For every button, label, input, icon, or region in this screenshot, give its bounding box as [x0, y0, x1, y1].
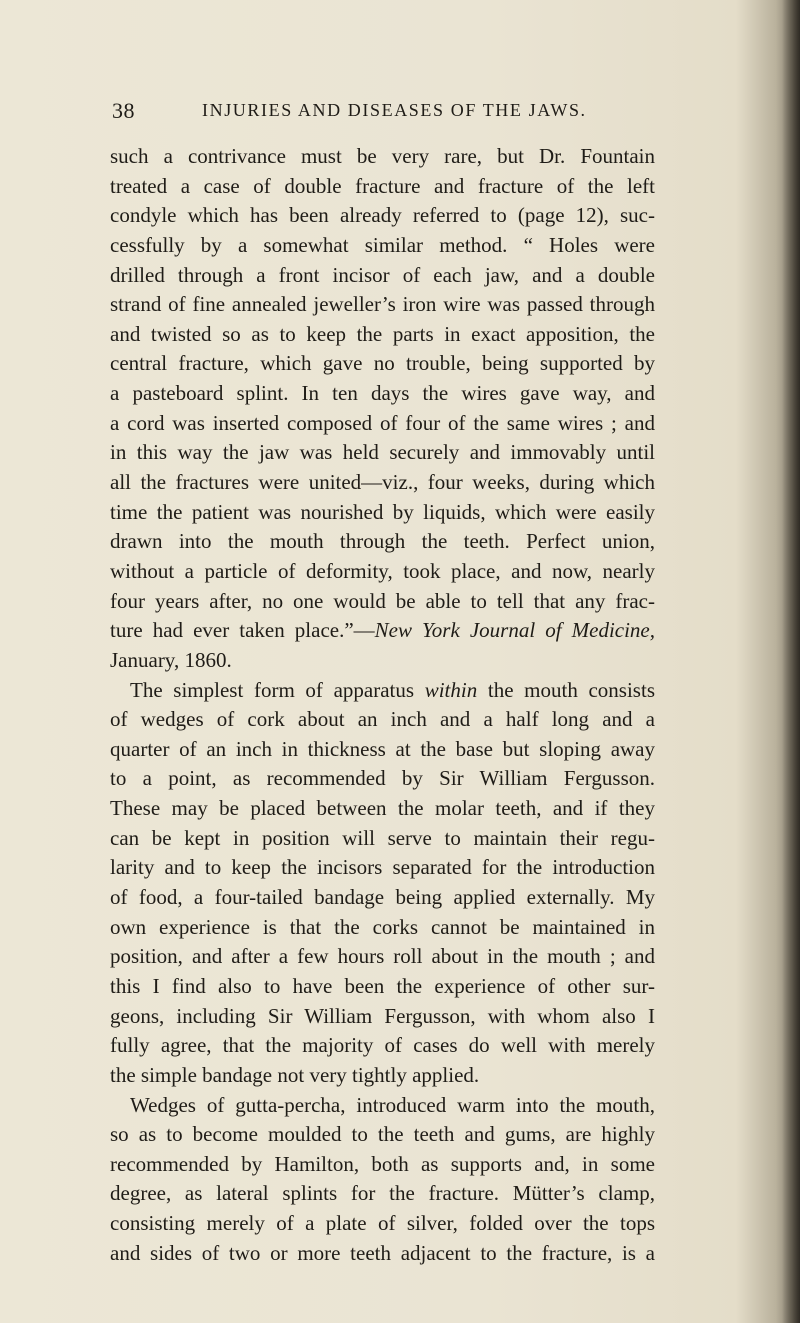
- text-line: [110, 409, 655, 439]
- text-line: [110, 824, 655, 854]
- text-line: [110, 616, 655, 646]
- text-line: [110, 676, 655, 706]
- text-line: [110, 735, 655, 765]
- text-line: [110, 231, 655, 261]
- text-segment: in this way the jaw was held securely and immovably until: [110, 440, 655, 465]
- text-segment: January, 1860.: [110, 647, 232, 672]
- text-line: [110, 587, 655, 617]
- text-line: [110, 1179, 655, 1209]
- text-segment: consisting merely of a plate of silver, folded over the tops: [110, 1211, 655, 1236]
- text-segment: geons, including Sir William Fergusson, with whom also I: [110, 1003, 655, 1028]
- text-segment: quarter of an inch in thickness at the base but sloping away: [110, 736, 655, 761]
- text-line: [110, 1091, 655, 1121]
- text-segment: time the patient was nourished by liquids, which were easily: [110, 499, 655, 524]
- text-segment: condyle which has been already referred to (page 12), suc-: [110, 203, 655, 228]
- text-line: [110, 557, 655, 587]
- text-segment: of wedges of cork about an inch and a half long and a: [110, 707, 655, 732]
- text-line: [110, 468, 655, 498]
- text-segment: of food, a four-tailed bandage being applied externally. My: [110, 885, 655, 910]
- text-line: [110, 942, 655, 972]
- text-segment: drilled through a front incisor of each jaw, and a double: [110, 262, 655, 287]
- text-segment: fully agree, that the majority of cases do well with merely: [110, 1033, 655, 1058]
- text-segment: such a contrivance must be very rare, but Dr. Fountain: [110, 144, 655, 168]
- text-line: [110, 972, 655, 1002]
- text-segment: strand of fine annealed jeweller’s iron wire was passed through: [110, 292, 655, 317]
- italic-text: New York Journal of Medicine,: [374, 618, 655, 643]
- text-line: [110, 201, 655, 231]
- text-segment: Wedges of gutta-percha, introduced warm into the mouth,: [130, 1092, 655, 1117]
- text-segment: a pasteboard splint. In ten days the wires gave way, and: [110, 381, 655, 406]
- text-segment: larity and to keep the incisors separated for the introduction: [110, 855, 655, 880]
- text-line: [110, 527, 655, 557]
- text-line: [110, 853, 655, 883]
- text-line: [110, 290, 655, 320]
- text-line: [110, 913, 655, 943]
- text-line: [110, 438, 655, 468]
- text-segment: four years after, no one would be able to tell that any frac-: [110, 588, 655, 613]
- text-line: [110, 1002, 655, 1032]
- text-line: [110, 794, 655, 824]
- text-segment: so as to become moulded to the teeth and gums, are highly: [110, 1122, 655, 1147]
- page-header: [112, 98, 642, 128]
- text-line: [110, 349, 655, 379]
- text-segment: treated a case of double fracture and fracture of the left: [110, 173, 655, 198]
- page-binding-shadow: [782, 0, 800, 1323]
- text-line: [110, 1150, 655, 1180]
- text-line: [110, 142, 655, 172]
- italic-text: within: [424, 677, 478, 702]
- text-line: [110, 261, 655, 291]
- text-segment: position, and after a few hours roll about in the mouth ; and: [110, 944, 655, 969]
- text-segment: degree, as lateral splints for the fracture. Mütter’s clamp,: [110, 1181, 655, 1206]
- text-segment: without a particle of deformity, took place, and now, nearly: [110, 558, 655, 583]
- text-line: [110, 764, 655, 794]
- text-line: [110, 705, 655, 735]
- text-line: [110, 1239, 655, 1269]
- text-line: [110, 172, 655, 202]
- text-segment: the simple bandage not very tightly applied.: [110, 1062, 480, 1087]
- text-line: [110, 320, 655, 350]
- body-text: [110, 142, 655, 1268]
- text-segment: all the fractures were united—viz., four weeks, during which: [110, 470, 655, 495]
- text-line: [110, 498, 655, 528]
- text-segment: a cord was inserted composed of four of the same wires ; and: [110, 410, 655, 435]
- text-segment: own experience is that the corks cannot be maintained in: [110, 914, 655, 939]
- text-segment: and sides of two or more teeth adjacent to the fracture, is a: [110, 1240, 655, 1265]
- text-line: [110, 379, 655, 409]
- running-title: INJURIES AND DISEASES OF THE JAWS.: [202, 100, 587, 120]
- text-segment: The simplest form of apparatus: [130, 677, 425, 702]
- text-line: [110, 1209, 655, 1239]
- text-segment: to a point, as recommended by Sir William Fergusson.: [110, 766, 655, 791]
- text-segment: the mouth consists: [477, 677, 655, 702]
- text-line: [110, 1120, 655, 1150]
- text-segment: These may be placed between the molar teeth, and if they: [110, 796, 655, 821]
- text-segment: cessfully by a somewhat similar method. “ Holes were: [110, 232, 655, 257]
- text-segment: central fracture, which gave no trouble, being supported by: [110, 351, 655, 376]
- text-segment: this I find also to have been the experience of other sur-: [110, 973, 655, 998]
- page-number: 38: [112, 98, 135, 123]
- text-segment: recommended by Hamilton, both as supports and, in some: [110, 1151, 655, 1176]
- text-segment: and twisted so as to keep the parts in exact apposition, the: [110, 321, 655, 346]
- text-segment: ture had ever taken place.”—: [110, 618, 375, 643]
- text-line: [110, 1031, 655, 1061]
- text-line: [110, 646, 655, 676]
- text-line: [110, 1061, 655, 1091]
- text-segment: can be kept in position will serve to maintain their regu-: [110, 825, 655, 850]
- text-segment: drawn into the mouth through the teeth. Perfect union,: [110, 529, 655, 554]
- text-line: [110, 883, 655, 913]
